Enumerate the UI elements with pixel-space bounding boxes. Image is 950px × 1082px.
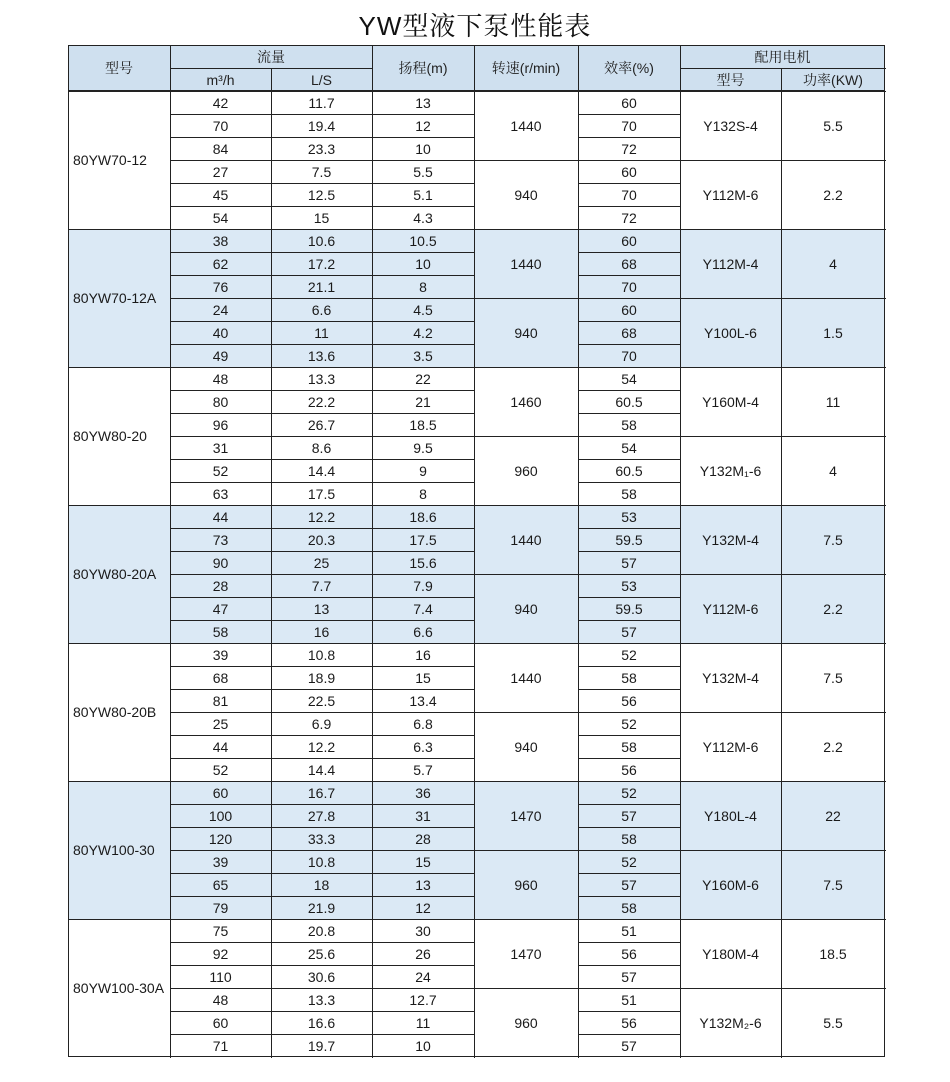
cell-head: 10.5: [409, 232, 437, 249]
cell-flow-m3h: 52: [212, 462, 229, 479]
cell-speed: 960: [514, 876, 538, 893]
cell-head: 9.5: [413, 439, 433, 456]
cell-efficiency: 53: [621, 508, 637, 525]
cell-head: 30: [415, 922, 431, 939]
cell-flow-ls: 13.3: [307, 991, 336, 1008]
cell-flow-ls: 16: [313, 623, 330, 640]
cell-speed: 1440: [510, 255, 542, 272]
cell-flow-ls: 27.8: [307, 807, 336, 824]
cell-head: 13: [415, 876, 431, 893]
cell-head: 15: [415, 669, 431, 686]
cell-efficiency: 56: [621, 692, 637, 709]
cell-efficiency: 60: [621, 163, 637, 180]
cell-motor-power: 1.5: [823, 324, 843, 341]
cell-flow-ls: 23.3: [307, 140, 336, 157]
cell-flow-ls: 22.5: [307, 692, 336, 709]
cell-flow-ls: 15: [313, 209, 330, 226]
cell-flow-ls: 11: [314, 324, 329, 341]
cell-head: 9: [419, 462, 427, 479]
cell-efficiency: 56: [621, 761, 637, 778]
cell-pump-model: 80YW100-30: [73, 842, 155, 858]
cell-flow-m3h: 40: [212, 324, 229, 341]
cell-efficiency: 57: [621, 1037, 637, 1054]
cell-motor-model: Y112M-6: [702, 186, 759, 203]
cell-speed: 1460: [510, 393, 542, 410]
cell-motor-model: Y132M-4: [702, 669, 759, 686]
cell-flow-m3h: 65: [212, 876, 229, 893]
cell-flow-ls: 7.5: [311, 163, 332, 180]
cell-flow-m3h: 38: [212, 232, 229, 249]
cell-flow-ls: 33.3: [307, 830, 336, 847]
cell-efficiency: 52: [621, 784, 637, 801]
cell-motor-power: 22: [825, 807, 841, 824]
cell-motor-model: Y180M-4: [702, 945, 759, 962]
cell-flow-ls: 17.5: [307, 485, 336, 502]
cell-speed: 940: [514, 600, 538, 617]
header-efficiency: 效率(%): [604, 60, 654, 76]
cell-flow-m3h: 68: [212, 669, 229, 686]
cell-flow-ls: 20.3: [307, 531, 336, 548]
cell-flow-ls: 26.7: [307, 416, 336, 433]
cell-motor-power: 2.2: [823, 738, 843, 755]
cell-flow-m3h: 62: [212, 255, 229, 272]
cell-pump-model: 80YW80-20: [73, 428, 147, 444]
cell-head: 8: [419, 278, 427, 295]
cell-head: 26: [415, 945, 431, 962]
cell-flow-m3h: 96: [212, 416, 229, 433]
cell-head: 5.7: [413, 761, 433, 778]
cell-efficiency: 70: [621, 186, 637, 203]
cell-flow-m3h: 28: [212, 577, 229, 594]
cell-flow-m3h: 47: [212, 600, 229, 617]
cell-flow-m3h: 81: [212, 692, 229, 709]
cell-flow-m3h: 76: [212, 278, 229, 295]
cell-flow-ls: 13.6: [307, 347, 336, 364]
cell-flow-m3h: 52: [212, 761, 229, 778]
cell-flow-ls: 12.5: [307, 186, 336, 203]
cell-speed: 1440: [510, 117, 542, 134]
header-flow: 流量: [257, 48, 285, 65]
cell-efficiency: 53: [621, 577, 637, 594]
cell-flow-ls: 19.4: [307, 117, 336, 134]
cell-head: 13: [415, 94, 431, 111]
cell-motor-power: 18.5: [819, 945, 847, 962]
cell-flow-m3h: 84: [212, 140, 229, 157]
cell-motor-power: 7.5: [823, 531, 843, 548]
cell-flow-m3h: 60: [212, 1014, 229, 1031]
cell-efficiency: 58: [621, 738, 637, 755]
cell-speed: 940: [514, 324, 538, 341]
cell-flow-m3h: 45: [212, 186, 229, 203]
cell-speed: 1440: [510, 531, 542, 548]
cell-head: 18.5: [409, 416, 437, 433]
cell-head: 22: [415, 370, 431, 387]
cell-efficiency: 57: [621, 968, 637, 985]
cell-flow-ls: 11.7: [308, 94, 335, 111]
cell-flow-m3h: 48: [212, 991, 229, 1008]
cell-speed: 1470: [510, 945, 542, 962]
cell-motor-power: 2.2: [823, 186, 843, 203]
cell-head: 13.4: [409, 692, 437, 709]
cell-speed: 960: [514, 462, 538, 479]
cell-flow-m3h: 110: [209, 968, 232, 985]
cell-flow-ls: 25.6: [307, 945, 336, 962]
cell-head: 10: [415, 1037, 431, 1054]
cell-efficiency: 68: [621, 324, 637, 341]
cell-pump-model: 80YW70-12A: [73, 290, 157, 306]
cell-efficiency: 59.5: [615, 600, 643, 617]
header-motor-model: 型号: [716, 71, 745, 88]
cell-motor-model: Y132M-4: [702, 531, 759, 548]
cell-efficiency: 54: [621, 370, 637, 387]
cell-flow-ls: 14.4: [307, 462, 336, 479]
cell-head: 12.7: [409, 991, 437, 1008]
cell-flow-ls: 13.3: [307, 370, 336, 387]
cell-head: 24: [415, 968, 431, 985]
cell-head: 6.3: [413, 738, 433, 755]
cell-flow-ls: 17.2: [307, 255, 336, 272]
cell-efficiency: 70: [621, 278, 637, 295]
cell-efficiency: 52: [621, 646, 637, 663]
cell-head: 16: [415, 646, 431, 663]
cell-head: 21: [415, 393, 431, 410]
cell-flow-m3h: 71: [212, 1037, 229, 1054]
header-motor: 配用电机: [754, 48, 811, 65]
cell-motor-model: Y132M₁-6: [699, 462, 762, 479]
cell-flow-m3h: 49: [212, 347, 229, 364]
cell-flow-m3h: 79: [212, 899, 229, 916]
cell-flow-m3h: 80: [212, 393, 229, 410]
cell-flow-m3h: 70: [212, 117, 229, 134]
cell-efficiency: 60: [621, 301, 637, 318]
cell-efficiency: 58: [621, 416, 637, 433]
cell-speed: 1470: [510, 807, 542, 824]
cell-efficiency: 52: [621, 715, 637, 732]
cell-efficiency: 52: [621, 853, 637, 870]
cell-efficiency: 72: [621, 140, 637, 157]
cell-speed: 1440: [510, 669, 542, 686]
cell-flow-m3h: 73: [212, 531, 229, 548]
cell-head: 18.6: [409, 508, 437, 525]
cell-flow-ls: 21.1: [307, 278, 336, 295]
cell-head: 15.6: [409, 554, 437, 571]
cell-efficiency: 59.5: [615, 531, 643, 548]
cell-efficiency: 57: [621, 623, 637, 640]
cell-flow-ls: 30.6: [307, 968, 336, 985]
cell-flow-ls: 16.6: [307, 1014, 336, 1031]
cell-efficiency: 57: [621, 554, 637, 571]
cell-motor-model: Y112M-6: [702, 600, 759, 617]
cell-efficiency: 58: [621, 485, 637, 502]
cell-flow-ls: 16.7: [307, 784, 336, 801]
cell-flow-ls: 10.8: [307, 646, 336, 663]
cell-efficiency: 60.5: [615, 393, 643, 410]
cell-flow-m3h: 44: [212, 508, 229, 525]
cell-head: 8: [419, 485, 427, 502]
cell-flow-ls: 14.4: [307, 761, 336, 778]
cell-motor-model: Y112M-4: [702, 255, 759, 272]
cell-flow-m3h: 63: [212, 485, 229, 502]
cell-flow-m3h: 100: [208, 807, 233, 824]
cell-efficiency: 57: [621, 807, 637, 824]
cell-speed: 960: [514, 1014, 538, 1031]
cell-speed: 940: [514, 738, 538, 755]
cell-motor-power: 7.5: [823, 669, 843, 686]
cell-motor-model: Y132M₂-6: [699, 1014, 762, 1031]
cell-speed: 940: [514, 186, 538, 203]
cell-efficiency: 70: [621, 117, 637, 134]
cell-motor-power: 5.5: [823, 1014, 843, 1031]
cell-flow-ls: 13: [313, 600, 330, 617]
table-border: [68, 45, 885, 1057]
cell-pump-model: 80YW70-12: [73, 152, 147, 168]
cell-motor-model: Y112M-6: [702, 738, 759, 755]
cell-flow-m3h: 58: [212, 623, 229, 640]
cell-flow-ls: 25: [313, 554, 330, 571]
cell-efficiency: 58: [621, 899, 637, 916]
cell-flow-ls: 12.2: [307, 508, 336, 525]
cell-efficiency: 72: [621, 209, 637, 226]
cell-motor-power: 2.2: [823, 600, 843, 617]
cell-efficiency: 60: [621, 94, 637, 111]
cell-flow-ls: 21.9: [307, 899, 336, 916]
cell-flow-m3h: 48: [212, 370, 229, 387]
cell-head: 4.5: [413, 301, 433, 318]
header-flow-ls: L/S: [310, 71, 332, 88]
cell-flow-ls: 8.6: [311, 439, 332, 456]
cell-head: 5.5: [413, 163, 433, 180]
cell-motor-model: Y100L-6: [704, 324, 757, 341]
cell-flow-m3h: 60: [212, 784, 229, 801]
cell-efficiency: 58: [621, 669, 637, 686]
cell-head: 12: [415, 117, 431, 134]
cell-head: 4.2: [413, 324, 433, 341]
cell-head: 31: [415, 807, 431, 824]
cell-motor-power: 5.5: [823, 117, 843, 134]
cell-flow-ls: 10.8: [307, 853, 336, 870]
cell-flow-m3h: 44: [212, 738, 229, 755]
cell-efficiency: 58: [621, 830, 637, 847]
cell-head: 7.9: [413, 577, 433, 594]
cell-efficiency: 68: [621, 255, 637, 272]
cell-efficiency: 54: [621, 439, 637, 456]
cell-flow-m3h: 54: [212, 209, 229, 226]
cell-efficiency: 57: [621, 876, 637, 893]
cell-flow-ls: 18.9: [307, 669, 336, 686]
cell-flow-ls: 10.6: [307, 232, 336, 249]
cell-efficiency: 60.5: [615, 462, 643, 479]
cell-flow-m3h: 42: [212, 94, 229, 111]
cell-flow-m3h: 75: [212, 922, 229, 939]
cell-head: 10: [415, 255, 431, 272]
cell-head: 17.5: [409, 531, 437, 548]
cell-efficiency: 56: [621, 1014, 637, 1031]
header-head: 扬程(m): [398, 60, 448, 76]
cell-head: 36: [415, 784, 431, 801]
cell-flow-m3h: 120: [208, 830, 233, 847]
cell-flow-m3h: 90: [212, 554, 229, 571]
cell-flow-ls: 20.8: [307, 922, 336, 939]
cell-motor-model: Y180L-4: [704, 807, 757, 824]
cell-flow-ls: 6.6: [311, 301, 332, 318]
cell-flow-ls: 7.7: [311, 577, 332, 594]
cell-pump-model: 80YW80-20A: [73, 566, 157, 582]
header-flow-m3h: m³/h: [206, 71, 235, 88]
cell-efficiency: 56: [621, 945, 637, 962]
cell-head: 4.3: [413, 209, 433, 226]
cell-motor-power: 7.5: [823, 876, 843, 893]
cell-head: 3.5: [413, 347, 433, 364]
page-title: YW型液下泵性能表: [358, 11, 592, 41]
cell-flow-m3h: 31: [212, 439, 229, 456]
cell-pump-model: 80YW80-20B: [73, 704, 157, 720]
cell-motor-model: Y160M-6: [702, 876, 759, 893]
cell-flow-m3h: 24: [212, 301, 229, 318]
header-speed: 转速(r/min): [491, 60, 561, 76]
cell-efficiency: 51: [621, 922, 637, 939]
cell-flow-ls: 6.9: [311, 715, 332, 732]
cell-head: 6.8: [413, 715, 433, 732]
cell-motor-power: 11: [825, 393, 841, 410]
cell-head: 15: [415, 853, 431, 870]
header-model: 型号: [105, 60, 133, 76]
cell-head: 12: [415, 899, 431, 916]
cell-efficiency: 70: [621, 347, 637, 364]
cell-head: 28: [415, 830, 431, 847]
cell-head: 11: [415, 1014, 431, 1031]
cell-head: 6.6: [413, 623, 433, 640]
header-motor-power: 功率(KW): [803, 71, 863, 88]
cell-flow-m3h: 39: [212, 853, 229, 870]
cell-pump-model: 80YW100-30A: [73, 980, 165, 996]
cell-efficiency: 51: [621, 991, 637, 1008]
cell-efficiency: 60: [621, 232, 637, 249]
cell-motor-power: 4: [829, 255, 837, 272]
cell-flow-ls: 19.7: [307, 1037, 336, 1054]
cell-flow-m3h: 25: [212, 715, 229, 732]
cell-motor-model: Y132S-4: [703, 117, 758, 134]
cell-flow-m3h: 27: [212, 163, 229, 180]
cell-head: 10: [415, 140, 431, 157]
cell-flow-ls: 12.2: [307, 738, 336, 755]
cell-flow-ls: 22.2: [307, 393, 336, 410]
cell-head: 5.1: [413, 186, 433, 203]
cell-head: 7.4: [413, 600, 433, 617]
cell-flow-ls: 18: [313, 876, 330, 893]
cell-flow-m3h: 39: [212, 646, 229, 663]
cell-motor-model: Y160M-4: [702, 393, 759, 410]
cell-flow-m3h: 92: [212, 945, 229, 962]
cell-motor-power: 4: [829, 462, 837, 479]
